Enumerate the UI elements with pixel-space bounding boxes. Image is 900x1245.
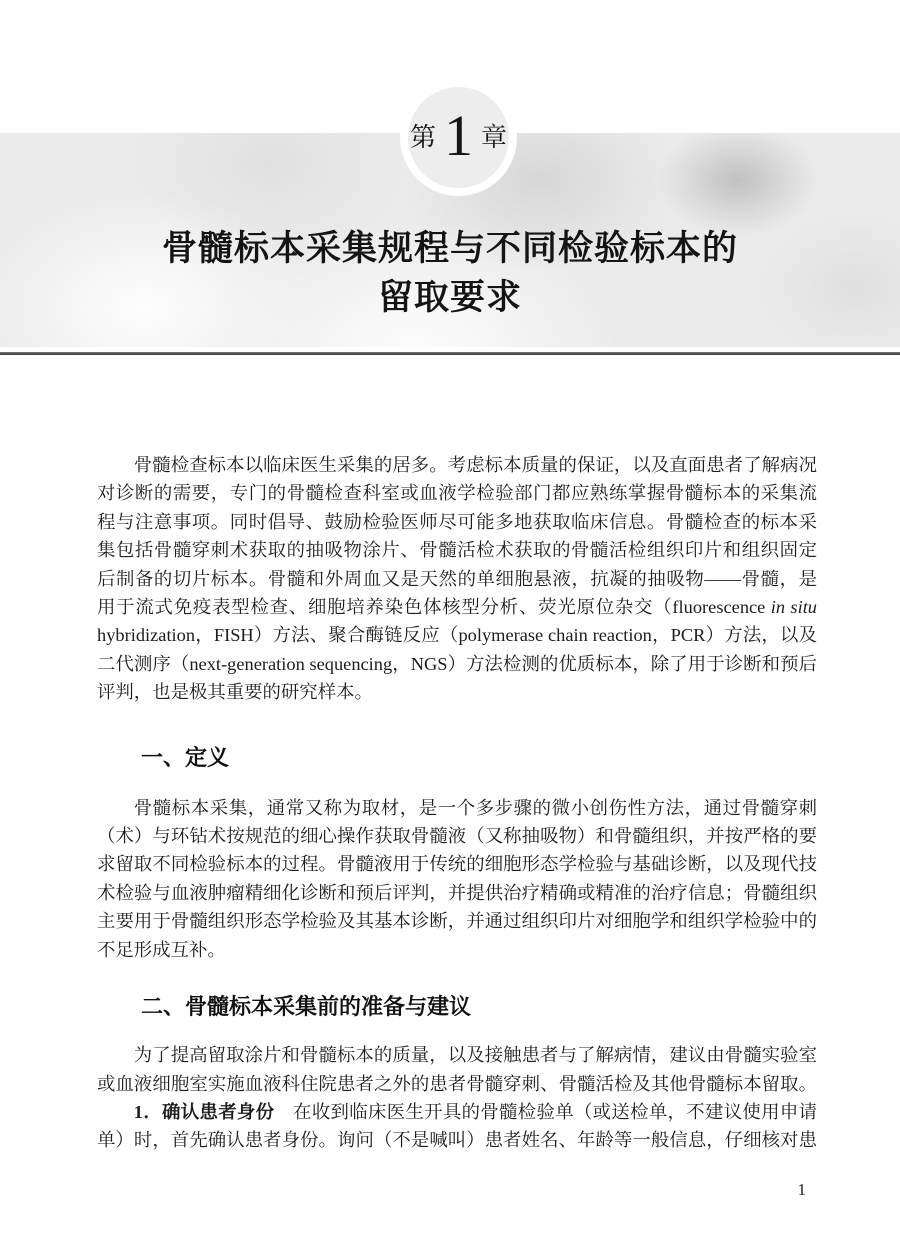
text-line: 二代测序（next-generation sequencing，NGS）方法检测的优质标本，除了用于诊断和预后	[97, 653, 817, 674]
text-line: hybridization，FISH）方法、聚合酶链反应（polymerase chain reaction，PCR）方法，以及	[97, 625, 817, 646]
chapter-badge-suffix: 章	[481, 122, 508, 152]
text-line: 术检验与血液肿瘤精细化诊断和预后评判，并提供治疗精确或精准的治疗信息；骨髓组织	[97, 882, 817, 903]
text-line: 为了提高留取涂片和骨髓标本的质量，以及接触患者与了解病情，建议由骨髓实验室	[133, 1045, 817, 1066]
text-line: 程与注意事项。同时倡导、鼓励检验医师尽可能多地获取临床信息。骨髓检查的标本采	[97, 511, 817, 532]
text-line: 骨髓标本采集，通常又称为取材，是一个多步骤的微小创伤性方法，通过骨髓穿刺	[133, 797, 817, 818]
page-body	[97, 451, 817, 1155]
section-heading-preparation: 二、骨髓标本采集前的准备与建议	[141, 994, 472, 1020]
text-line: 或血液细胞室实施血液科住院患者之外的患者骨髓穿刺、骨髓活检及其他骨髓标本留取。	[97, 1073, 817, 1094]
text-line: 对诊断的需要，专门的骨髓检查科室或血液学检验部门都应熟练掌握骨髓标本的采集流	[97, 483, 817, 504]
text-line	[97, 593, 817, 621]
chapter-badge	[400, 79, 517, 196]
item1-bold-label: 1．确认患者身份	[133, 1101, 275, 1122]
text-line: 主要用于骨髓组织形态学检验及其基本诊断，并通过组织印片对细胞学和组织学检验中的	[97, 911, 817, 932]
text-line: （术）与环钻术按规范的细心操作获取骨髓液（又称抽吸物）和骨髓组织，并按严格的要	[97, 826, 817, 847]
text-line: 不足形成互补。	[97, 939, 226, 960]
text-line: 评判，也是极其重要的研究样本。	[97, 682, 373, 703]
text-line: 求留取不同检验标本的过程。骨髓液用于传统的细胞形态学检验与基础诊断，以及现代技	[97, 854, 817, 875]
text-line: 单）时，首先确认患者身份。询问（不是喊叫）患者姓名、年龄等一般信息，仔细核对患	[97, 1130, 817, 1151]
chapter-badge-prefix: 第	[409, 122, 436, 152]
text-line: 后制备的切片标本。骨髓和外周血又是天然的单细胞悬液，抗凝的抽吸物——骨髓，是	[97, 568, 817, 589]
header-rule	[0, 352, 900, 355]
chapter-title-line2: 留取要求	[377, 278, 522, 317]
chapter-number: 1	[444, 102, 473, 168]
preparation-paragraph	[97, 1041, 817, 1098]
chapter-title	[0, 224, 900, 322]
italic-latin-term: in situ	[770, 597, 817, 618]
text-line: 骨髓检查标本以临床医生采集的居多。考虑标本质量的保证，以及直面患者了解病况	[133, 455, 817, 475]
text-run: 用于流式免疫表型检查、细胞培养染色体核型分析、荧光原位杂交（fluorescence	[97, 597, 771, 618]
item1-paragraph	[97, 1098, 817, 1155]
definition-paragraph	[97, 794, 817, 964]
text-run: 在收到临床医生开具的骨髓检验单（或送检单，不建议使用申请	[274, 1101, 817, 1122]
text-line	[97, 1098, 817, 1126]
intro-paragraph	[97, 451, 817, 707]
text-line: 集包括骨髓穿刺术获取的抽吸物涂片、骨髓活检术获取的骨髓活检组织印片和组织固定	[97, 540, 817, 561]
chapter-title-line1: 骨髓标本采集规程与不同检验标本的	[161, 229, 738, 268]
page-number: 1	[797, 1180, 806, 1199]
section-heading-definition: 一、定义	[141, 744, 230, 770]
